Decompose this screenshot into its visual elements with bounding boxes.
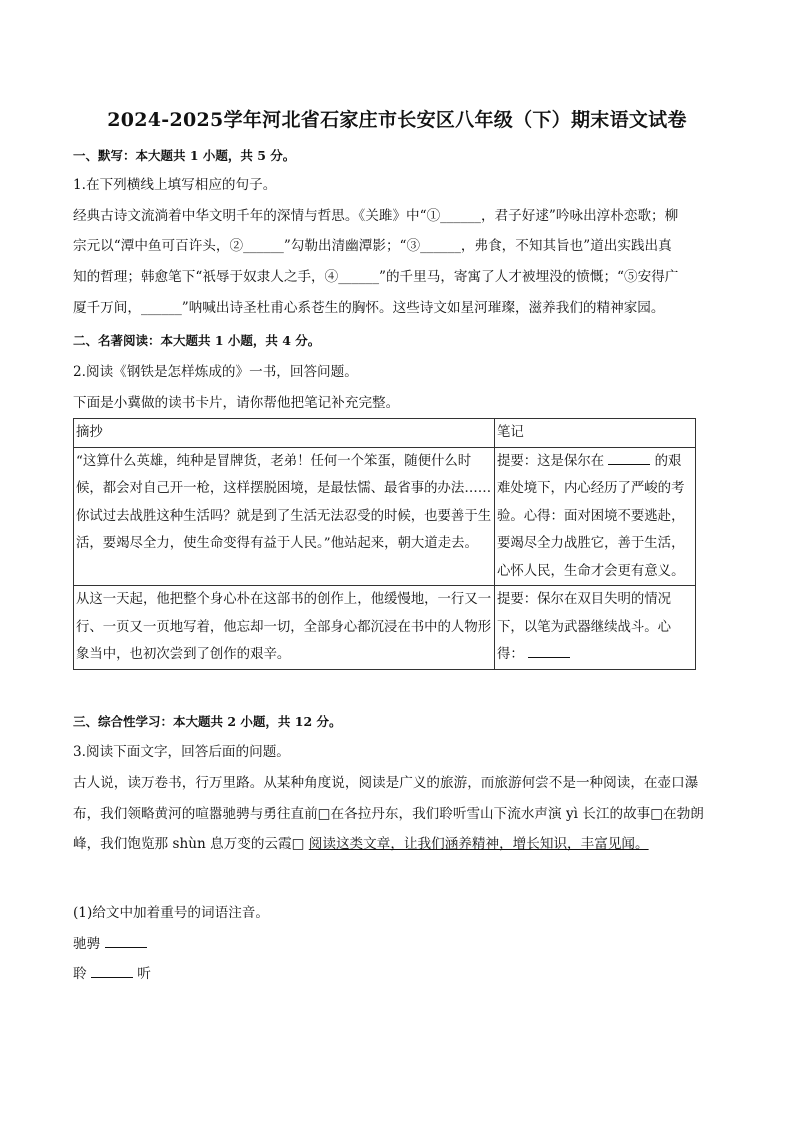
q1-line-1: 经典古诗文流淌着中华文明千年的深情与哲思。《关雎》中“①______，君子好逑”吟咏出淳朴恋歌；柳 — [73, 208, 679, 224]
q3-sub-1: (1)给文中加着重号的词语注音。 — [73, 905, 269, 921]
q3-passage-text: 古人说，读万卷书，行万里路。从某种角度说，阅读是广义的旅游，而旅游何尝不是一种阅读，在壶口瀑布，我们领略黄河的喧嚣驰骋与勇往直前□在各拉丹东，我们聆听雪山下流水声演 yì 长江的故事□在勃朗峰，我们饱览那 shùn 息万变的云霞□ — [73, 775, 704, 852]
section-2-header: 二、名著阅读：本大题共 1 小题，共 4 分。 — [73, 333, 321, 348]
answer-blank[interactable] — [528, 643, 570, 658]
q3-word-2-a: 聆 — [73, 966, 87, 982]
table-cell-excerpt: “这算什么英雄，纯种是冒牌货，老弟！任何一个笨蛋，随便什么时候，都会对自己开一枪，这样摆脱困境，是最怯懦、最省事的办法……你试过去战胜这种生活吗？就是到了生活无法忍受的时候，也要善于生活，要竭尽全力，使生命变得有益于人民。”他站起来，朝大道走去。 — [74, 447, 495, 586]
q3-word-2-b: 听 — [137, 966, 151, 982]
table-header-row — [74, 419, 696, 448]
reading-card-table — [73, 418, 696, 670]
table-header-notes: 笔记 — [495, 419, 696, 448]
section-1-header: 一、默写：本大题共 1 小题，共 5 分。 — [73, 148, 296, 163]
q2-stem: 2.阅读《钢铁是怎样炼成的》一书，回答问题。 — [73, 364, 358, 380]
answer-blank[interactable] — [91, 963, 133, 978]
q1-line-2: 宗元以“潭中鱼可百许头，②______”勾勒出清幽潭影；“③______，弗食，不知其旨也”道出实践出真 — [73, 238, 672, 254]
answer-blank[interactable] — [105, 933, 147, 948]
q3-word-1-row — [73, 933, 733, 954]
page-title: 2024-2025学年河北省石家庄市长安区八年级（下）期末语文试卷 — [107, 109, 687, 131]
table-row — [74, 447, 696, 586]
q1-stem: 1.在下列横线上填写相应的句子。 — [73, 177, 277, 193]
q1-line-3: 知的哲理；韩愈笔下“祇辱于奴隶人之手，④______”的千里马，寄寓了人才被埋没的愤慨；“⑤安得广 — [73, 269, 679, 285]
q3-passage — [73, 768, 721, 860]
section-3-header: 三、综合性学习：本大题共 2 小题，共 12 分。 — [73, 714, 342, 729]
table-cell-note — [495, 586, 696, 670]
table-row — [74, 586, 696, 670]
q3-stem: 3.阅读下面文字，回答后面的问题。 — [73, 744, 290, 760]
q2-intro: 下面是小冀做的读书卡片，请你帮他把笔记补充完整。 — [73, 395, 400, 411]
q1-line-4: 厦千万间，______”呐喊出诗圣杜甫心系苍生的胸怀。这些诗文如星河璀璨，滋养我们的精神家园。 — [73, 300, 665, 316]
note-text-a: 提要：保尔在双目失明的情况下，以笔为武器继续战斗。心得： — [497, 592, 672, 662]
note-text-a: 提要：这是保尔在 — [497, 453, 605, 469]
note-text-b: 的艰难处境下，内心经历了严峻的考验。心得：面对困境不要逃赴，要竭尽全力战胜它，善于生活，心怀人民，生命才会更有意义。 — [497, 453, 685, 579]
table-cell-excerpt: 从这一天起，他把整个身心朴在这部书的创作上，他缓慢地，一行又一行、一页又一页地写着，他忘却一切，全部身心都沉浸在书中的人物形象当中，也初次尝到了创作的艰辛。 — [74, 586, 495, 670]
answer-blank[interactable] — [608, 450, 650, 465]
q3-word-2-row — [73, 963, 733, 984]
table-header-excerpt: 摘抄 — [74, 419, 495, 448]
table-cell-note — [495, 447, 696, 586]
q3-word-1: 驰骋 — [73, 936, 101, 952]
q3-passage-underlined: 阅读这类文章，让我们涵养精神，增长知识，丰富见闻。 — [308, 836, 649, 852]
